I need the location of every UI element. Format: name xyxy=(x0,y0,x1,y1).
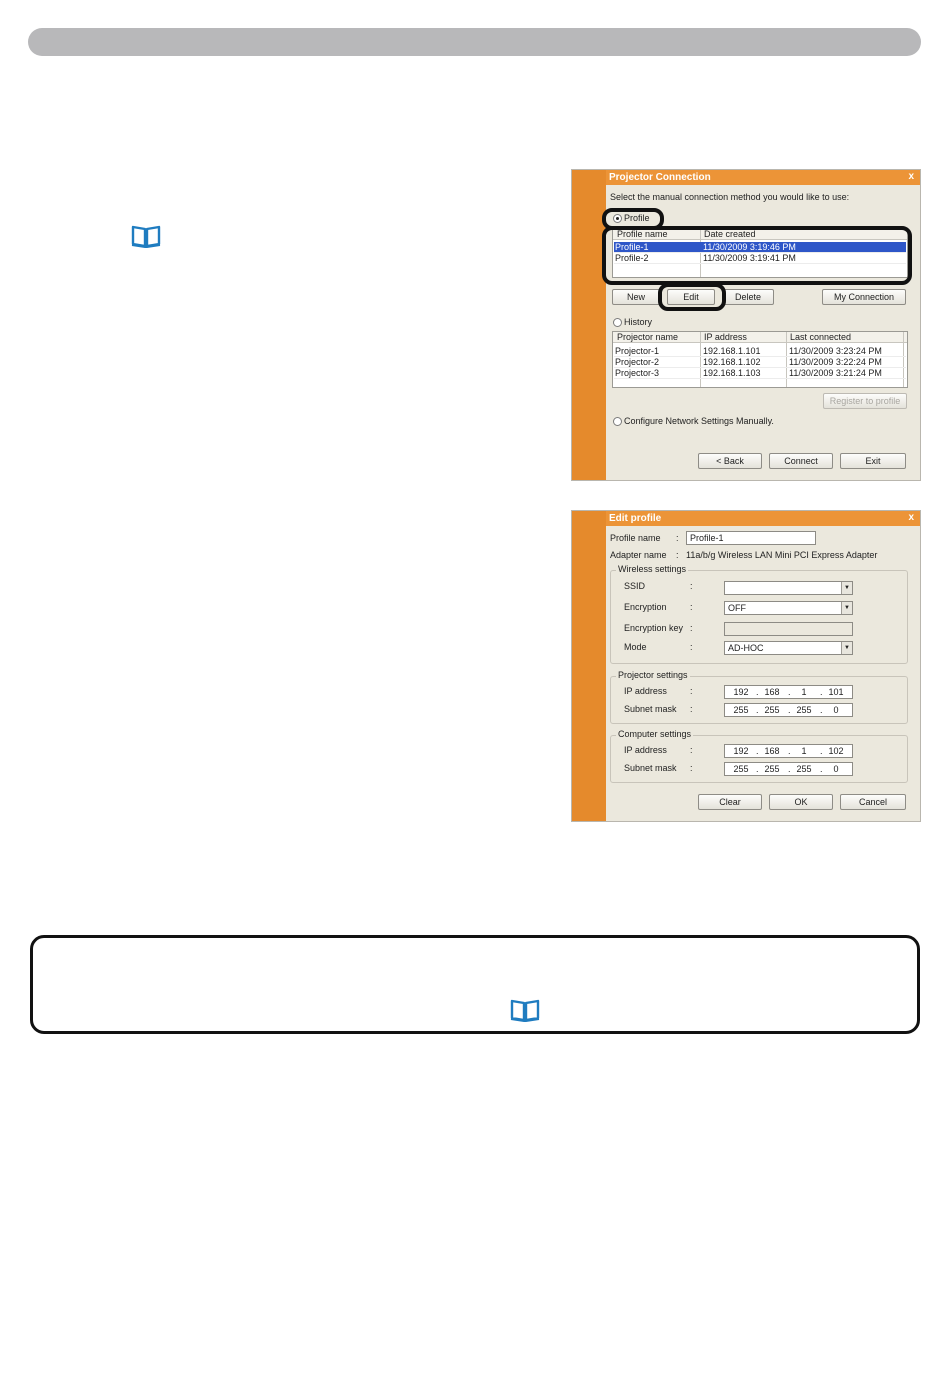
column-header-ip-address[interactable]: IP address xyxy=(704,332,747,342)
ssid-dropdown[interactable] xyxy=(724,581,853,595)
column-header-profile-name[interactable]: Profile name xyxy=(617,229,668,239)
profile-radio-label: Profile xyxy=(624,213,650,223)
ip-octet: 192 xyxy=(733,746,749,756)
connect-button[interactable]: Connect xyxy=(769,453,833,469)
computer-ip-field[interactable] xyxy=(724,744,853,758)
column-header-projector-name[interactable]: Projector name xyxy=(617,332,679,342)
computer-ip-label: IP address xyxy=(624,745,667,755)
encryption-key-field[interactable] xyxy=(724,622,853,636)
mode-value: AD-HOC xyxy=(728,643,764,653)
delete-button[interactable]: Delete xyxy=(722,289,774,305)
close-icon[interactable]: x xyxy=(908,171,914,182)
mode-dropdown[interactable] xyxy=(724,641,853,655)
manual-settings-label: Configure Network Settings Manually. xyxy=(624,416,774,426)
history-list[interactable] xyxy=(612,331,908,388)
dialog-title xyxy=(606,170,920,185)
register-to-profile-button[interactable]: Register to profile xyxy=(823,393,907,409)
ip-separator: . xyxy=(756,746,759,756)
encryption-key-label: Encryption key xyxy=(624,623,684,633)
subnet-octet: 255 xyxy=(764,764,780,774)
column-header-last-connected[interactable]: Last connected xyxy=(790,332,852,342)
ip-separator: . xyxy=(820,764,823,774)
edit-button[interactable]: Edit xyxy=(667,289,715,305)
adapter-name-value: 11a/b/g Wireless LAN Mini PCI Express Adapter xyxy=(686,550,878,560)
history-ip-cell: 192.168.1.102 xyxy=(703,357,761,367)
adapter-name-label: Adapter name xyxy=(610,550,667,560)
ip-octet: 102 xyxy=(828,746,844,756)
colon: : xyxy=(676,533,679,543)
chevron-down-icon[interactable]: ▼ xyxy=(841,582,852,594)
computer-subnet-label: Subnet mask xyxy=(624,763,677,773)
history-last-cell: 11/30/2009 3:21:24 PM xyxy=(789,368,882,378)
dialog-title-text: Edit profile xyxy=(609,513,662,524)
ip-octet: 101 xyxy=(828,687,844,697)
chevron-down-icon[interactable]: ▼ xyxy=(841,602,852,614)
connection-prompt: Select the manual connection method you would like to use: xyxy=(610,192,850,202)
edit-profile-dialog xyxy=(571,510,921,822)
ip-separator: . xyxy=(788,764,791,774)
edit-button-highlight xyxy=(658,283,726,311)
exit-button[interactable]: Exit xyxy=(840,453,906,469)
history-ip-cell: 192.168.1.101 xyxy=(703,346,761,356)
profile-date-cell: 11/30/2009 3:19:41 PM xyxy=(703,253,796,263)
history-row[interactable] xyxy=(614,346,906,357)
subnet-octet: 255 xyxy=(796,705,812,715)
book-reference-icon xyxy=(131,224,161,248)
encryption-dropdown[interactable] xyxy=(724,601,853,615)
dialog-title-text: Projector Connection xyxy=(609,172,711,183)
colon: : xyxy=(676,550,679,560)
colon: : xyxy=(690,581,693,591)
ip-separator: . xyxy=(820,687,823,697)
colon: : xyxy=(690,763,693,773)
profile-name-label: Profile name xyxy=(610,533,661,543)
ip-octet: 192 xyxy=(733,687,749,697)
profile-name-cell: Profile-2 xyxy=(615,253,649,263)
note-box xyxy=(30,935,920,1034)
dialog-accent-strip xyxy=(572,170,606,480)
subnet-octet: 255 xyxy=(796,764,812,774)
computer-settings-label: Computer settings xyxy=(618,729,692,739)
back-button[interactable]: < Back xyxy=(698,453,762,469)
column-header-date-created[interactable]: Date created xyxy=(704,229,756,239)
ssid-label: SSID xyxy=(624,581,646,591)
ok-button[interactable]: OK xyxy=(769,794,833,810)
ip-separator: . xyxy=(788,687,791,697)
ip-octet: 168 xyxy=(764,687,780,697)
ip-separator: . xyxy=(788,746,791,756)
history-ip-cell: 192.168.1.103 xyxy=(703,368,761,378)
cancel-button[interactable]: Cancel xyxy=(840,794,906,810)
projector-settings-label: Projector settings xyxy=(618,670,688,680)
subnet-octet: 0 xyxy=(833,764,839,774)
colon: : xyxy=(690,602,693,612)
projector-connection-dialog xyxy=(571,169,921,481)
history-last-cell: 11/30/2009 3:23:24 PM xyxy=(789,346,882,356)
history-radio[interactable] xyxy=(613,318,622,327)
colon: : xyxy=(690,745,693,755)
history-name-cell: Projector-1 xyxy=(615,346,660,356)
close-icon[interactable]: x xyxy=(908,512,914,523)
projector-subnet-field[interactable] xyxy=(724,703,853,717)
subnet-octet: 255 xyxy=(764,705,780,715)
ip-separator: . xyxy=(788,705,791,715)
wireless-settings-label: Wireless settings xyxy=(618,564,687,574)
profile-date-cell: 11/30/2009 3:19:46 PM xyxy=(703,242,796,252)
my-connection-button[interactable]: My Connection xyxy=(822,289,906,305)
mode-label: Mode xyxy=(624,642,647,652)
page-header-bar xyxy=(28,28,921,56)
dialog-accent-strip xyxy=(572,511,606,821)
colon: : xyxy=(690,642,693,652)
encryption-value: OFF xyxy=(728,603,746,613)
history-row[interactable] xyxy=(614,368,906,379)
clear-button[interactable]: Clear xyxy=(698,794,762,810)
dialog-title xyxy=(606,511,920,526)
subnet-octet: 255 xyxy=(733,705,749,715)
manual-settings-radio[interactable] xyxy=(613,417,622,426)
history-last-cell: 11/30/2009 3:22:24 PM xyxy=(789,357,882,367)
encryption-label: Encryption xyxy=(624,602,667,612)
ip-separator: . xyxy=(756,687,759,697)
profile-name-field[interactable]: Profile-1 xyxy=(686,531,816,545)
history-name-cell: Projector-2 xyxy=(615,357,660,367)
ip-octet: 168 xyxy=(764,746,780,756)
colon: : xyxy=(690,623,693,633)
projector-ip-label: IP address xyxy=(624,686,667,696)
ip-octet: 1 xyxy=(801,746,807,756)
profile-name-cell: Profile-1 xyxy=(615,242,649,252)
colon: : xyxy=(690,704,693,714)
history-row[interactable] xyxy=(614,357,906,368)
ip-separator: . xyxy=(756,764,759,774)
ip-separator: . xyxy=(820,746,823,756)
ip-octet: 1 xyxy=(801,687,807,697)
ip-separator: . xyxy=(756,705,759,715)
subnet-octet: 255 xyxy=(733,764,749,774)
book-reference-icon xyxy=(510,998,540,1022)
projector-ip-field[interactable] xyxy=(724,685,853,699)
chevron-down-icon[interactable]: ▼ xyxy=(841,642,852,654)
new-button[interactable]: New xyxy=(612,289,660,305)
subnet-octet: 0 xyxy=(833,705,839,715)
history-radio-label: History xyxy=(624,317,653,327)
colon: : xyxy=(690,686,693,696)
history-name-cell: Projector-3 xyxy=(615,368,660,378)
ip-separator: . xyxy=(820,705,823,715)
profile-list-highlight xyxy=(602,226,912,285)
projector-subnet-label: Subnet mask xyxy=(624,704,677,714)
computer-subnet-field[interactable] xyxy=(724,762,853,776)
